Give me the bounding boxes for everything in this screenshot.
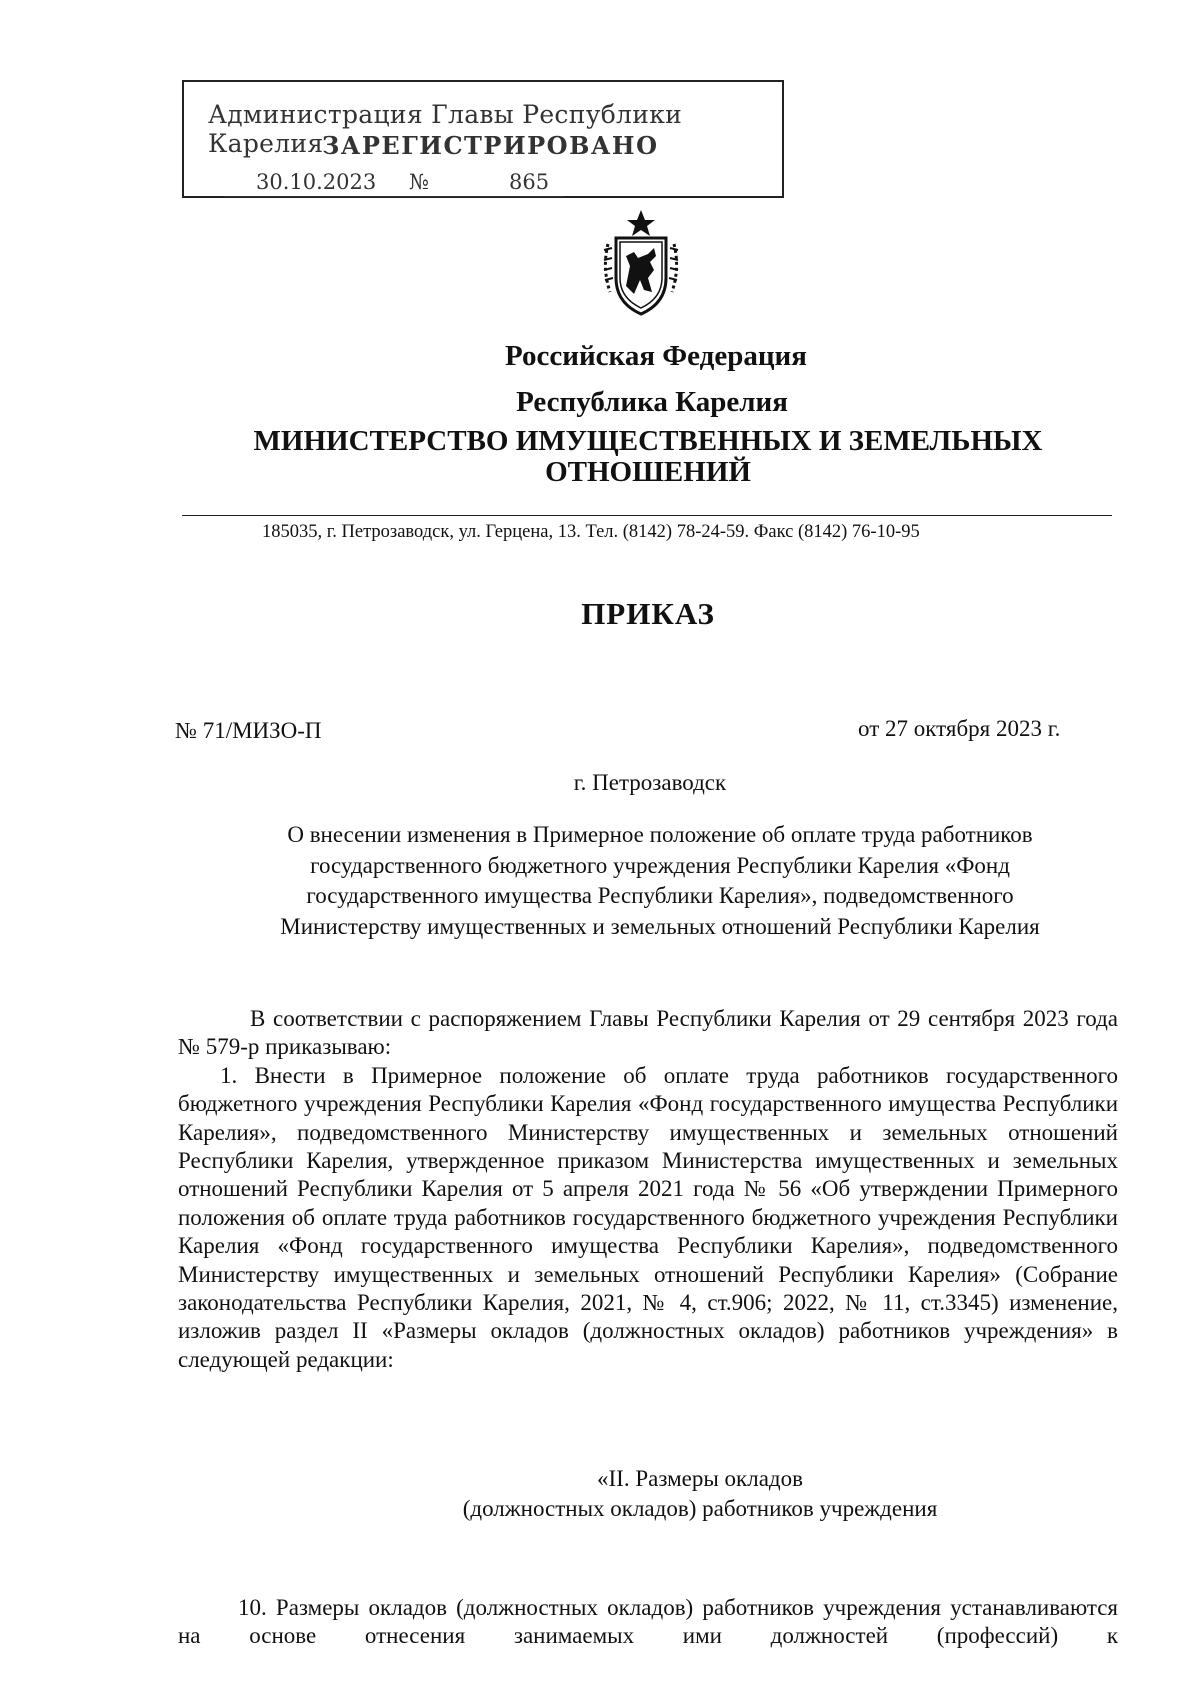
document-title [200, 820, 1120, 942]
order-city: г. Петрозаводск [573, 770, 727, 795]
header-ministry-line1: МИНИСТЕРСТВО ИМУЩЕСТВЕННЫХ И ЗЕМЕЛЬНЫХ [253, 425, 1043, 457]
stamp-no-label: № [409, 170, 429, 194]
stamp-date: 30.10.2023 [256, 170, 377, 194]
item-1-paragraph: 1. Внести в Примерное положение об оплате труда работников государственного бюджетного учреждения Республики Карелия «Фонд государственного имущества Республики Карелия», подведомственного Министерству имущественных и земельных отношений Республики Карелия, утвержденное приказом Министерства имущественных и земельных отношений Республики Карелия от 5 апреля 2021 года № 56 «Об утверждении Примерного положения об оплате труда работников государственного бюджетного учреждения Республики Карелия «Фонд государственного имущества Республики Карелия», подведомственного Министерству имущественных и земельных отношений Республики Карелия» (Собрание законодательства Республики Карелия, 2021, № 4, ст.906; 2022, № 11, ст.3345) изменение, изложив раздел II «Размеры окладов (должностных окладов) работников учреждения» в следующей редакции: [178, 1062, 1118, 1372]
stamp-authority: Администрация Главы Республики Карелия [208, 100, 683, 158]
header-address: 185035, г. Петрозаводск, ул. Герцена, 13. Тел. (8142) 78-24-59. Факс (8142) 76-10-95 [262, 522, 920, 542]
document-title-line: государственного бюджетного учреждения Республики Карелия «Фонд [310, 852, 1010, 878]
document-title-line: Министерству имущественных и земельных отношений Республики Карелия [280, 913, 1040, 939]
stamp-number: 865 [509, 170, 550, 194]
order-number: № 71/МИЗО-П [175, 718, 322, 743]
header-ministry-line2: ОТНОШЕНИЙ [545, 456, 751, 488]
header-country: Российская Федерация [505, 340, 807, 372]
section-title-line1: «II. Размеры окладов [597, 1466, 803, 1491]
document-type: ПРИКАЗ [581, 596, 715, 631]
section-title [420, 1464, 980, 1524]
stamp-registered: ЗАРЕГИСТРИРОВАНО [322, 131, 659, 160]
document-body [178, 1005, 1118, 1374]
stamp-registration-row [224, 170, 564, 197]
preamble-paragraph: В соответствии с распоряжением Главы Республики Карелия от 29 сентября 2023 года № 579-р приказываю: [178, 1006, 1118, 1060]
karelia-coat-of-arms-icon [596, 208, 686, 318]
section-title-line2: (должностных окладов) работников учреждения [462, 1496, 938, 1521]
header-republic: Республика Карелия [516, 386, 788, 418]
document-title-line: государственного имущества Республики Карелия», подведомственного [306, 883, 1014, 908]
document-title-line: О внесении изменения в Примерное положение об оплате труда работников [287, 822, 1033, 847]
registration-stamp [182, 80, 784, 198]
document-body-continued [178, 1594, 1118, 1651]
header-divider [182, 515, 1112, 516]
item-10-paragraph: 10. Размеры окладов (должностных окладов) работников учреждения устанавливаются на основе отнесения занимаемых ими должностей (профессий) к [178, 1595, 1118, 1649]
order-date: от 27 октября 2023 г. [858, 716, 1061, 741]
